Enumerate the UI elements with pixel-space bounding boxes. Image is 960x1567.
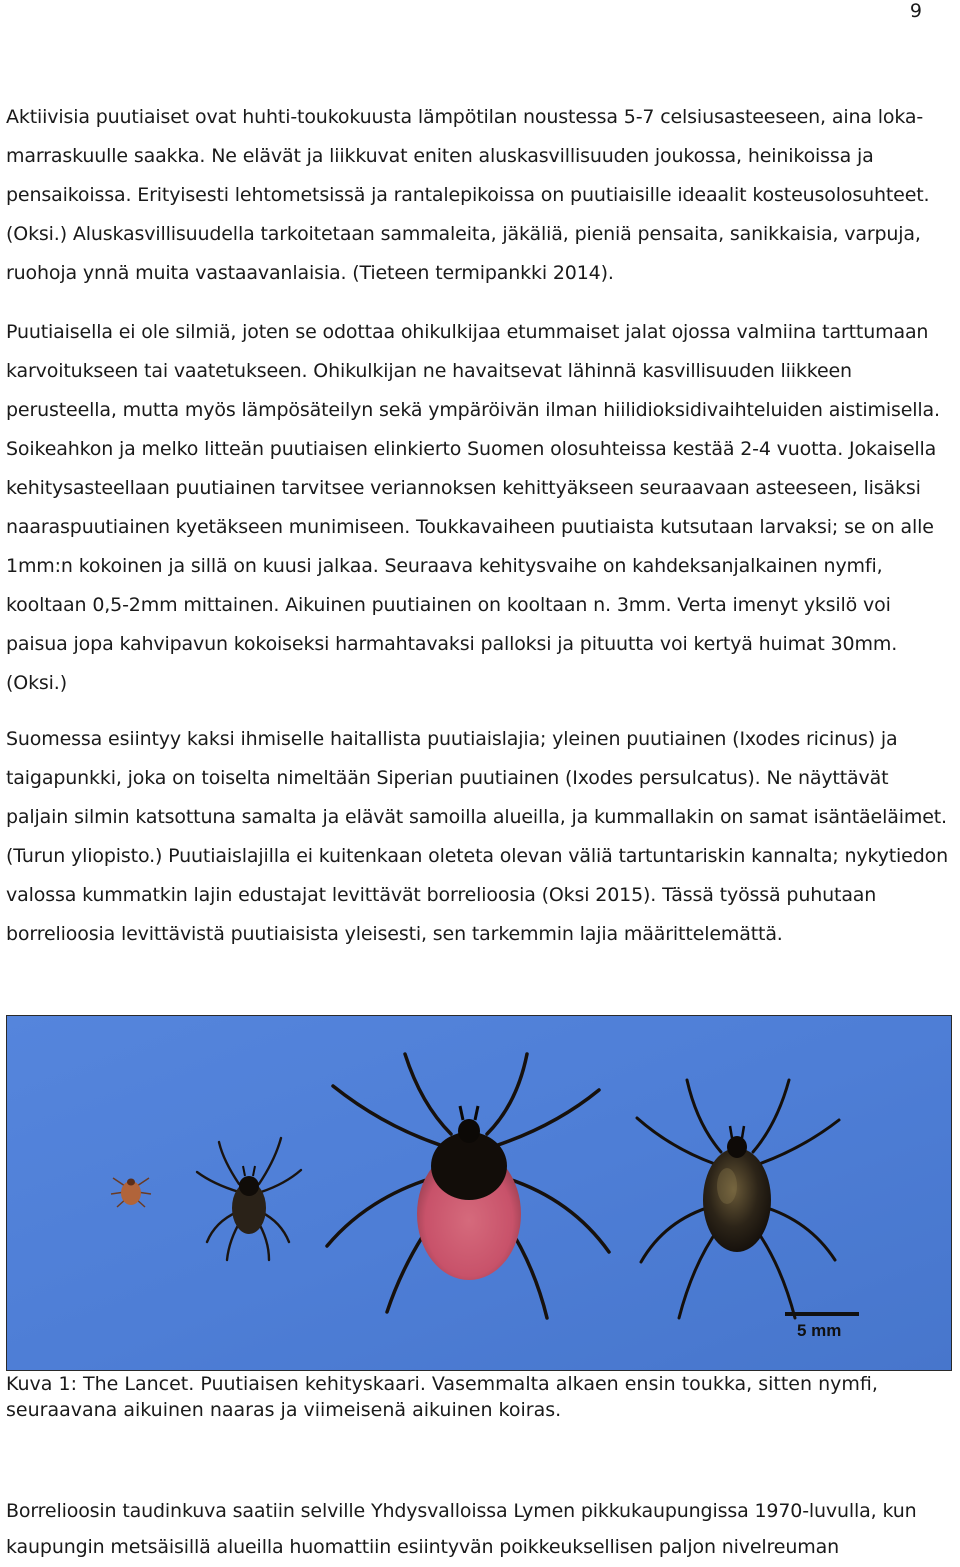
paragraph-tick-activity: Aktiivisia puutiaiset ovat huhti-toukokuusta lämpötilan noustessa 5-7 celsiusasteeseen, aina loka-marraskuulle saakka. Ne elävät ja liikkuvat eniten aluskasvillisuuden joukossa, heinikoissa ja pensaikoissa. Erityisesti lehtometsissä ja rantalepikoissa on puutiaisille ideaalit kosteusolosuhteet. (Oksi.) Aluskasvillisuudella tarkoitetaan sammaleita, jäkäliä, pieniä pensaita, sanikkaisia, varpuja, ruohoja ynnä muita vastaavanlaisia. (Tieteen termipankki 2014). <box>6 106 930 284</box>
page-number: 9 <box>909 0 922 22</box>
paragraph-tick-lifecycle: Puutiaisella ei ole silmiä, joten se odottaa ohikulkijaa etummaiset jalat ojossa valmiina tarttumaan karvoitukseen tai vaatetukseen. Ohikulkijan ne havaitsevat lähinnä kasvillisuuden liikkeen perusteella, mutta myös lämpösäteilyn sekä ympäröivän ilman hiilidioksidivaihteluiden aistimisella. Soikeahkon ja melko litteän puutiaisen elinkierto Suomen olosuhteissa kestää 2-4 vuotta. Jokaisella kehitysasteellaan puutiainen tarvitsee veriannoksen kehittyäkseen seuraavaan asteeseen, lisäksi naaraspuutiainen kyetäkseen munimiseen. Toukkavaiheen puutiaista kutsutaan larvaksi; se on alle 1mm:n kokoinen ja sillä on kuusi jalkaa. Seuraava kehitysvaihe on kahdeksanjalkainen nymfi, kooltaan 0,5-2mm mittainen. Aikuinen puutiainen on kooltaan n. 3mm. Verta imenyt yksilö voi paisua jopa kahvipavun kokoiseksi harmahtavaksi palloksi ja pituutta voi kertyä huimat 30mm. (Oksi.) <box>6 321 940 694</box>
tick-lifecycle-photo <box>6 1015 952 1371</box>
scale-label: 5 mm <box>797 1321 842 1340</box>
paragraph-tick-species: Suomessa esiintyy kaksi ihmiselle haitallista puutiaislajia; yleinen puutiainen (Ixodes ricinus) ja taigapunkki, joka on toiselta nimeltään Siperian puutiainen (Ixodes persulcatus). Ne näyttävät paljain silmin katsottuna samalta ja elävät samoilla alueilla, ja kummallakin on samat isäntäeläimet. (Turun yliopisto.) Puutiaislajilla ei kuitenkaan oleteta olevan väliä tartuntariskin kannalta; nykytiedon valossa kummatkin lajin edustajat levittävät borrelioosia (Oksi 2015). Tässä työssä puhutaan borrelioosia levittävistä puutiaisista yleisesti, sen tarkemmin lajia määrittelemättä. <box>6 728 948 945</box>
figure-caption: Kuva 1: The Lancet. Puutiaisen kehityskaari. Vasemmalta alkaen ensin toukka, sitten nymfi, seuraavana aikuinen naaras ja viimeisenä aikuinen koiras. <box>6 1373 878 1421</box>
paragraph-borreliosis-history: Borrelioosin taudinkuva saatiin selville Yhdysvalloissa Lymen pikkukaupungissa 1970-luvulla, kun kaupungin metsäisillä alueilla huomattiin esiintyvän poikkeuksellisen paljon nivelreuman <box>6 1500 917 1558</box>
